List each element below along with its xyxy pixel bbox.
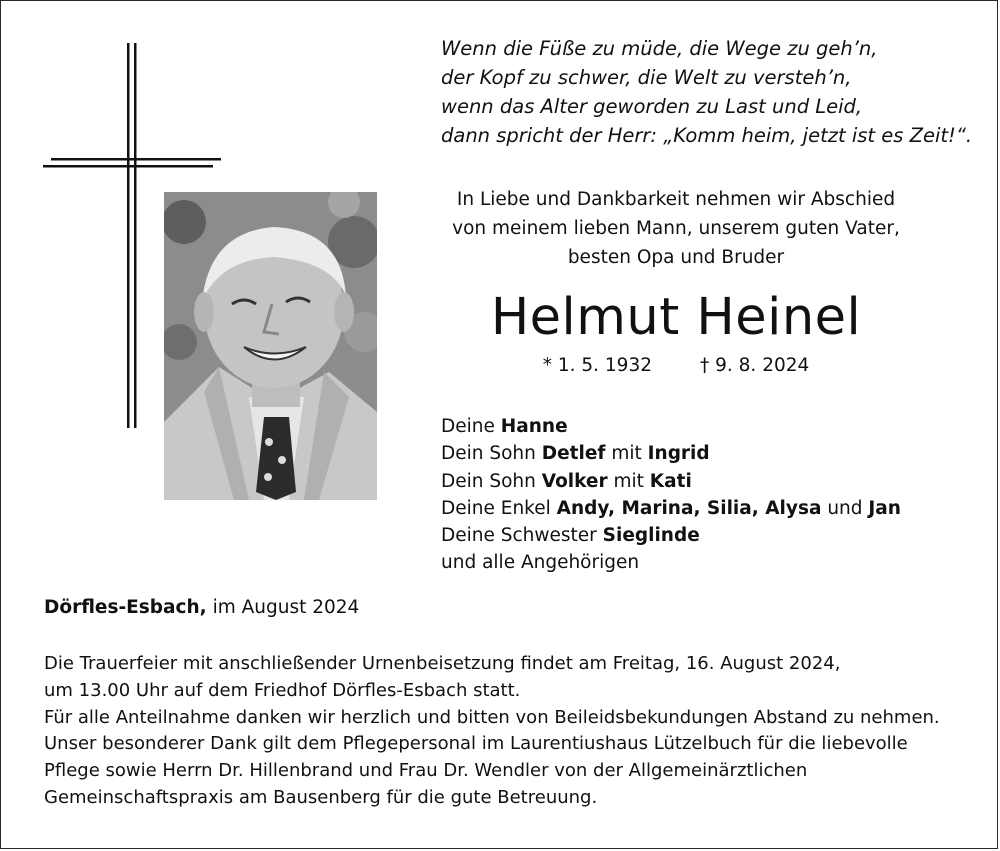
closing-line: Für alle Anteilnahme danken wir herzlich und bitten von Beileidsbekundungen Abstand zu nehmen. (44, 706, 940, 728)
life-dates (421, 353, 931, 379)
closing-line: Pflege sowie Herrn Dr. Hillenbrand und Frau Dr. Wendler von der Allgemeinärztlichen (44, 760, 808, 782)
family-member-name: Ingrid (647, 443, 710, 465)
family-connector: mit (607, 470, 650, 492)
closing-line: um 13.00 Uhr auf dem Friedhof Dörfles-Esbach statt. (44, 679, 521, 701)
intro-line: besten Opa und Bruder (567, 247, 785, 268)
poem-line: wenn das Alter geworden zu Last und Leid, (441, 95, 863, 118)
family-member-name: Volker (541, 470, 608, 492)
farewell-intro (421, 185, 931, 272)
deceased-name: Helmut Heinel (490, 288, 862, 347)
poem-line: Wenn die Füße zu müde, die Wege zu geh’n, (441, 37, 878, 60)
family-line: und alle Angehörigen (441, 552, 640, 574)
family-connector: und (821, 497, 869, 519)
family-line (441, 413, 981, 440)
portrait-photo (164, 192, 377, 500)
family-line (441, 440, 981, 467)
family-member-name: Andy, Marina, Silia, Alysa (556, 497, 822, 519)
poem-verse (441, 34, 981, 150)
poem-line: der Kopf zu schwer, die Welt zu versteh’n, (441, 66, 852, 89)
closing-line: Unser besonderer Dank gilt dem Pflegepersonal im Laurentiushaus Lützelbuch für die liebevolle (44, 733, 908, 755)
family-member-name: Sieglinde (602, 525, 700, 547)
family-line (441, 495, 981, 522)
family-relation: Dein Sohn (441, 443, 542, 465)
place-date (44, 594, 359, 622)
poem-line: dann spricht der Herr: „Komm heim, jetzt ist es Zeit!“. (441, 124, 973, 147)
family-relation: Dein Sohn (441, 470, 542, 492)
family-relation: Deine Enkel (441, 497, 557, 519)
birth-date: * 1. 5. 1932 (542, 355, 652, 376)
intro-line: von meinem lieben Mann, unserem guten Vater, (452, 218, 900, 239)
closing-line: Gemeinschaftspraxis am Bausenberg für die gute Betreuung. (44, 786, 598, 808)
place-town: Dörfles-Esbach, (44, 597, 207, 618)
family-connector: mit (605, 443, 648, 465)
intro-line: In Liebe und Dankbarkeit nehmen wir Abschied (456, 189, 896, 210)
funeral-details (44, 651, 974, 812)
family-member-name: Hanne (500, 416, 568, 437)
family-member-name: Kati (649, 470, 692, 492)
family-line (441, 468, 981, 495)
family-member-name: Jan (868, 497, 901, 519)
family-line (441, 522, 981, 549)
family-member-name: Detlef (541, 443, 606, 465)
place-month: im August 2024 (206, 597, 360, 618)
family-relation: Deine (441, 416, 501, 437)
family-list (441, 413, 981, 577)
family-relation: Deine Schwester (441, 525, 603, 547)
death-date: † 9. 8. 2024 (700, 355, 810, 376)
closing-line: Die Trauerfeier mit anschließender Urnenbeisetzung findet am Freitag, 16. August 2024, (44, 653, 841, 674)
